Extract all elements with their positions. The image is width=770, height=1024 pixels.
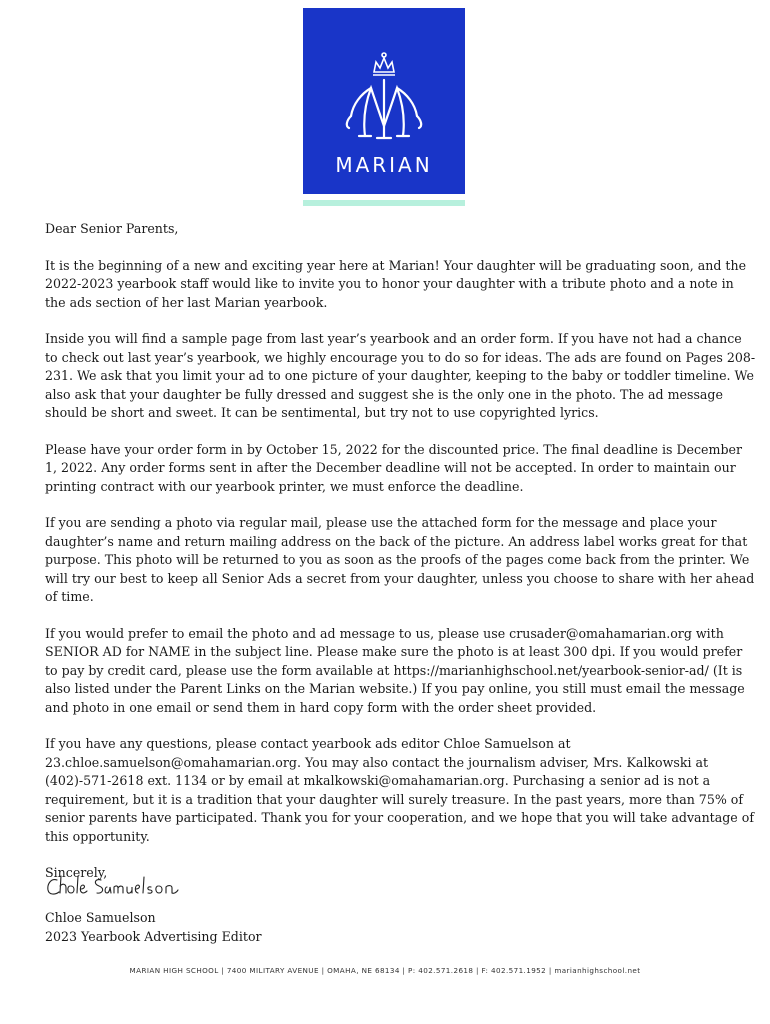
footer-address: MARIAN HIGH SCHOOL | 7400 MILITARY AVENUE | OMAHA, NE 68134 | P: 402.571.2618 | F: 402.571.1952 | marianhighschool.net [129, 966, 641, 975]
letter-paragraph: If you are sending a photo via regular mail, please use the attached form for the message and place your daughter’s name and return mailing address on the back of the picture. An address label works great for that purpose. This photo will be returned to you as soon as the proofs of the pages come back from the printer. We will try our best to keep all Senior Ads a secret from your daughter, unless you choose to share with her ahead of time. [45, 515, 755, 604]
letter-paragraph: It is the beginning of a new and exciting year here at Marian! Your daughter will be graduating soon, and the 2022-2023 yearbook staff would like to invite you to honor your daughter with a tribute photo and a note in the ads section of her last Marian yearbook. [45, 257, 747, 310]
logo-accent-bar [303, 200, 465, 206]
letter-body [45, 220, 757, 901]
letter-greeting: Dear Senior Parents, [45, 221, 179, 236]
school-logo [303, 8, 465, 194]
signer-title: 2023 Yearbook Advertising Editor [45, 929, 262, 944]
letter-paragraph: Inside you will find a sample page from last year’s yearbook and an order form. If you have not had a chance to check out last year’s yearbook, we highly encourage you to do so for ideas. The ads are found on Pages 208-231. We ask that you limit your ad to one picture of your daughter, keeping to the baby or toddler timeline. We also ask that your daughter be fully dressed and suggest she is the only one in the photo. The ad message should be short and sweet. It can be sentimental, but try not to use copyrighted lyrics. [45, 331, 756, 420]
signer-name: Chloe Samuelson [45, 910, 156, 925]
letter-paragraph: If you have any questions, please contact yearbook ads editor Chloe Samuelson at 23.chloe.samuelson@omahamarian.org. You may also contact the journalism adviser, Mrs. Kalkowski at (402)-571-2618 ext. 1134 or by email at mkalkowski@omahamarian.org. Purchasing a senior ad is not a requirement, but it is a tradition that your daughter will surely treasure. In the past years, more than 75% of senior parents have participated. Thank you for your cooperation, and we hope that you will take advantage of this opportunity. [45, 736, 755, 844]
letter-closing: Sincerely, [45, 865, 108, 880]
letter-paragraph: Please have your order form in by October 15, 2022 for the discounted price. The final deadline is December 1, 2022. Any order forms sent in after the December deadline will not be accepted. In order to maintain our printing contract with our yearbook printer, we must enforce the deadline. [45, 441, 742, 494]
logo-wordmark: MARIAN [335, 153, 433, 177]
letter-paragraph: If you would prefer to email the photo and ad message to us, please use crusader@omahamarian.org with SENIOR AD for NAME in the subject line. Please make sure the photo is at least 300 dpi. If you would prefer to pay by credit card, please use the form available at https://marianhighschool.net/yearbook-senior-ad/ (It is also listed under the Parent Links on the Marian website.) If you pay online, you still must email the message and photo in one email or send them in hard copy form with the order sheet provided. [45, 625, 745, 715]
handwritten-signature [45, 872, 185, 902]
